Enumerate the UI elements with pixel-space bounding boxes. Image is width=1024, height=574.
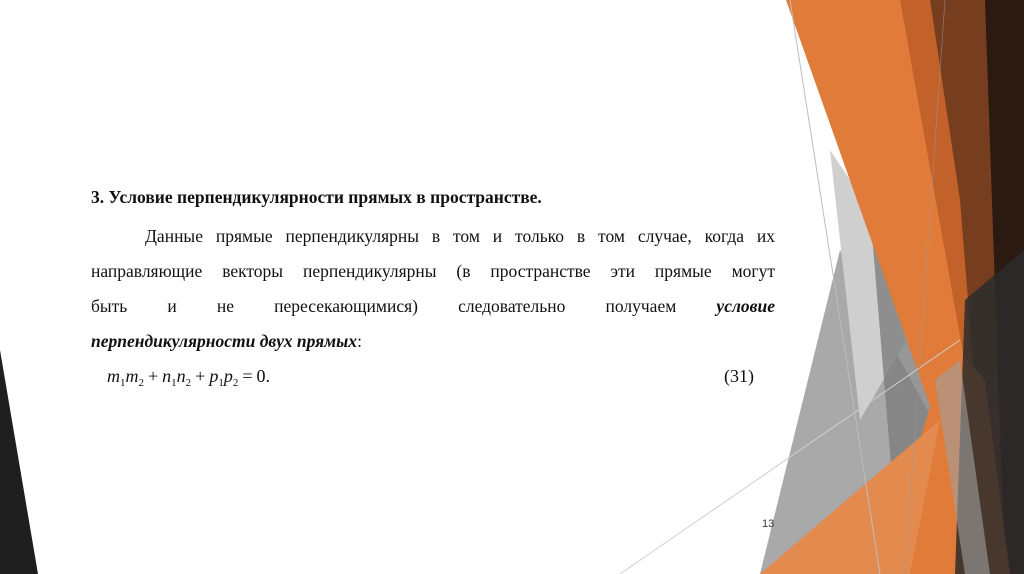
paragraph-line-4-colon: : bbox=[357, 331, 362, 351]
formula-sub: 2 bbox=[138, 377, 144, 389]
emphasis-perpendicularity: перпендикулярности двух прямых bbox=[91, 331, 358, 351]
formula-p: p bbox=[223, 366, 233, 386]
formula-m: m bbox=[125, 366, 139, 386]
formula-sub: 2 bbox=[185, 377, 192, 389]
formula-equals: = bbox=[242, 366, 253, 386]
paragraph-line-3 bbox=[91, 296, 775, 317]
formula-sub: 2 bbox=[232, 377, 239, 389]
formula-n: n bbox=[162, 366, 172, 386]
formula-sub: 1 bbox=[171, 377, 177, 389]
formula-n: n bbox=[176, 366, 186, 386]
formula-sub: 1 bbox=[218, 377, 224, 389]
formula-plus: + bbox=[148, 366, 159, 386]
slide-number: 13 bbox=[762, 518, 775, 530]
formula-plus: + bbox=[195, 366, 206, 386]
formula-rhs: 0. bbox=[256, 366, 270, 386]
slide-heading: 3. Условие перпендикулярности прямых в пространстве. bbox=[91, 187, 542, 207]
formula-m: m bbox=[107, 366, 120, 386]
paragraph-line-4 bbox=[91, 331, 362, 352]
equation-number: (31) bbox=[724, 366, 754, 386]
formula-31 bbox=[107, 366, 270, 389]
paragraph-line-3-text: быть и не пересекающимися) следовательно получаем bbox=[91, 296, 677, 316]
emphasis-condition: условие bbox=[716, 296, 776, 316]
paragraph-line-2: направляющие векторы перпендикулярны (в пространстве эти прямые могут bbox=[91, 261, 775, 281]
left-dark-sliver bbox=[0, 350, 38, 574]
formula-sub: 1 bbox=[120, 377, 126, 389]
paragraph-line-1: Данные прямые перпендикулярны в том и только в том случае, когда их bbox=[145, 226, 775, 246]
formula-p: p bbox=[209, 366, 219, 386]
